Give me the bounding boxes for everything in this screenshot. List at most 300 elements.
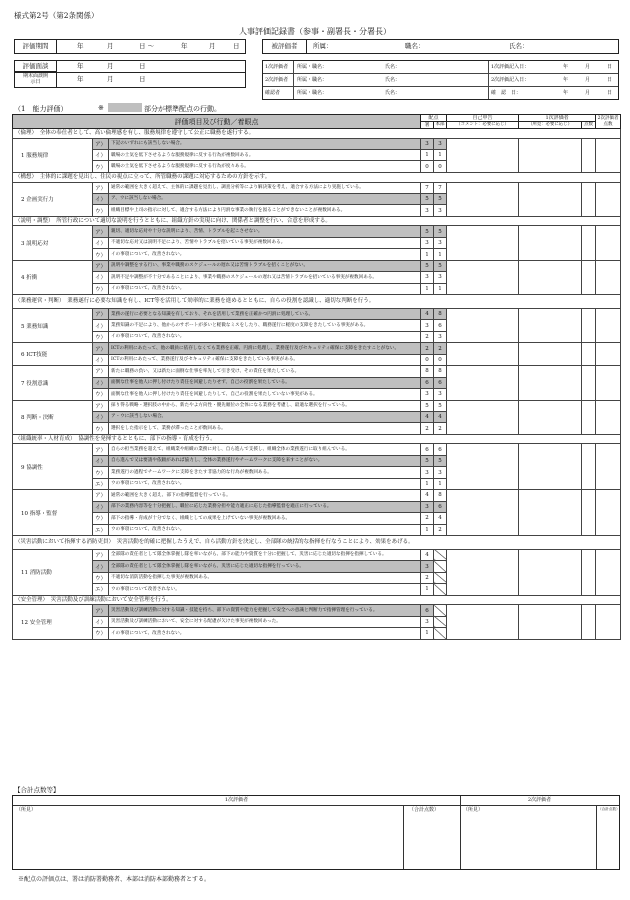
points-hq: 3 — [434, 138, 447, 149]
behavior-text: 面倒な仕事を他人に押し付けたり責任を回避したりせず、自己の役割を果たしている。 — [109, 377, 421, 388]
points-hq: 6 — [434, 377, 447, 388]
self-comment-cell[interactable] — [447, 490, 519, 536]
self-comment-cell[interactable] — [447, 444, 519, 490]
behavior-text: イの事項について、改善されない。 — [109, 283, 421, 294]
evaluatee-dept[interactable]: 所属： — [313, 42, 333, 50]
evaluator-date-day[interactable]: 日 — [607, 77, 613, 83]
evaluator-role: 2次評価者 — [265, 77, 289, 83]
self-comment-cell[interactable] — [447, 366, 519, 400]
evaluator-role: 確認者 — [265, 90, 281, 96]
points-station: 5 — [421, 226, 434, 237]
row-key: イ） — [93, 455, 109, 466]
points-hq: 1 — [434, 283, 447, 294]
points-station: 2 — [421, 572, 434, 583]
item-name: 9 協調性 — [13, 444, 93, 490]
term-end-day[interactable]: 日 — [139, 75, 146, 83]
points-station: 6 — [421, 444, 434, 455]
row-key: ウ） — [93, 513, 109, 524]
points-hq: 2 — [434, 423, 447, 434]
behavior-text: 全部隊の責任者として隊全体掌握し隊を率いながら、部下の能力や資質を十分に把握して、災害に応じた適切な指揮を指揮している。 — [109, 549, 421, 560]
interview-label: 評価面談 — [15, 61, 57, 72]
row-key: ア） — [93, 226, 109, 237]
evaluator-dept-field[interactable]: 所属・職名： — [297, 64, 328, 70]
first-remark-cell[interactable] — [519, 226, 582, 260]
points-station: 3 — [421, 467, 434, 478]
points-hq: 4 — [434, 513, 447, 524]
points-hq: 3 — [434, 467, 447, 478]
total-second-header: 2次評価者 — [527, 797, 552, 803]
behavior-text: 災害活動及び訓練活動において、安全に対する配慮が欠けた事実が複数回あった。 — [109, 616, 421, 627]
points-a-header: 署 — [421, 122, 434, 129]
total-first-header: 1次評価者 — [224, 797, 249, 803]
points-hq — [434, 561, 447, 572]
row-key: ウ） — [93, 423, 109, 434]
points-station: 2 — [421, 343, 434, 354]
behavior-text: ウの事項について、改善されない。 — [109, 478, 421, 489]
item-name: 2 企画実行力 — [13, 182, 93, 216]
period-year-start[interactable]: 年 — [77, 42, 84, 50]
second-points-cell[interactable] — [596, 400, 621, 434]
points-hq: 8 — [434, 309, 447, 320]
table-row — [13, 444, 621, 455]
evaluator-name-field[interactable]: 氏名： — [385, 90, 401, 96]
evaluatee-post[interactable]: 職名： — [405, 42, 425, 50]
evaluator-date-label: 1次評価記入日： — [491, 64, 530, 70]
first-sub-header: （所見：必要に応じ） — [519, 122, 582, 129]
behavior-text: 不適切な消防活動を指揮した事実が複数回ある。 — [109, 572, 421, 583]
row-key: ウ） — [93, 331, 109, 342]
points-station: 3 — [421, 320, 434, 331]
item-name: 8 判断・決断 — [13, 400, 93, 434]
points-hq: 8 — [434, 490, 447, 501]
points-hq: 3 — [434, 272, 447, 283]
items-header: 評価項目及び行動／着眼点 — [13, 115, 421, 129]
row-key: ウ） — [93, 572, 109, 583]
evaluatee-box — [262, 39, 619, 54]
row-key: ウ） — [93, 283, 109, 294]
row-key: イ） — [93, 237, 109, 248]
behavior-text: ア、ウに該当しない場合。 — [109, 193, 421, 204]
behavior-text: 災害活動及び訓練活動に対する知識・技能を持ち、部下の資質や能力を把握して安全への意識と判断力で指揮管理を行っている。 — [109, 605, 421, 616]
first-remark-cell[interactable] — [519, 444, 582, 490]
legend-text: 部分が標準配点の行動。 — [144, 105, 221, 113]
points-station: 8 — [421, 366, 434, 377]
item-name: 1 服務規律 — [13, 138, 93, 172]
first-remark-cell[interactable] — [519, 366, 582, 400]
second-points-cell[interactable] — [596, 605, 621, 639]
points-hq — [434, 584, 447, 595]
evaluation-table — [12, 114, 620, 640]
points-station: 1 — [421, 584, 434, 595]
points-station: 5 — [421, 260, 434, 271]
points-station: 1 — [421, 628, 434, 639]
row-key: ア） — [93, 549, 109, 560]
points-hq: 5 — [434, 226, 447, 237]
self-comment-cell[interactable] — [447, 226, 519, 260]
points-hq: 1 — [434, 150, 447, 161]
table-row — [13, 366, 621, 377]
row-key: ア） — [93, 490, 109, 501]
term-end-year[interactable]: 年 — [77, 75, 84, 83]
second-points-cell[interactable] — [596, 490, 621, 536]
points-hq: 1 — [434, 478, 447, 489]
first-points-cell[interactable] — [582, 343, 596, 366]
behavior-text: 通常の範囲を大きく超え、部下の指導監督を行っている。 — [109, 490, 421, 501]
page-title: 人事評価記録書（参事・副署長・分署長） — [239, 27, 391, 36]
points-hq: 2 — [434, 524, 447, 535]
period-day-start[interactable]: 日 〜 — [139, 42, 155, 50]
row-key: ア） — [93, 444, 109, 455]
row-key: ウ） — [93, 205, 109, 216]
category-heading: （安全管理） 災害活動及び訓練活動において安全管理を行う。 — [13, 595, 621, 605]
form-id: 様式第2号（第2条関係） — [14, 11, 99, 20]
evaluator-date-year[interactable]: 年 — [563, 64, 569, 70]
points-hq: 3 — [434, 331, 447, 342]
first-remark-cell[interactable] — [519, 260, 582, 294]
points-station: 1 — [421, 283, 434, 294]
first-points-cell[interactable] — [582, 366, 596, 400]
row-key: ウ） — [93, 628, 109, 639]
behavior-text: 説明や調整をする行い、事業や職務のスケジュールの遅れ又は苦情トラブルを招くことがない。 — [109, 260, 421, 271]
points-hq: 7 — [434, 182, 447, 193]
second-points-cell[interactable] — [596, 366, 621, 400]
points-station: 1 — [421, 524, 434, 535]
category-heading: （災害活動において指揮する消防吏員） 災害活動を的確に把握したうえで、自ら活動方針を決定し、全部隊の統括的な指揮を行なうことにより、効果をあげる。 — [13, 535, 621, 549]
row-key: ア） — [93, 182, 109, 193]
points-station: 2 — [421, 513, 434, 524]
interview-month[interactable]: 月 — [107, 62, 114, 70]
behavior-text: 自ら進んで又は要請や依頼があれば協力し、全体の業務遂行やチームワークに支障を来すことがない。 — [109, 455, 421, 466]
row-key: イ） — [93, 150, 109, 161]
second-remarks[interactable]: （所見） — [463, 807, 484, 813]
section-title: （1 能力評価） — [14, 105, 68, 113]
table-row — [13, 309, 621, 320]
points-hq: 0 — [434, 161, 447, 172]
points-hq: 8 — [434, 366, 447, 377]
evaluator-date-day[interactable]: 日 — [607, 64, 613, 70]
row-key: ア） — [93, 309, 109, 320]
first-remark-cell[interactable] — [519, 138, 582, 172]
behavior-text: 面倒な仕事を他人に押し付けたり責任を回避したりして、自己の役割を果たしていない事実がある。 — [109, 389, 421, 400]
row-key: イ） — [93, 616, 109, 627]
first-remarks[interactable]: （所見） — [16, 807, 37, 813]
points-station: 3 — [421, 272, 434, 283]
table-row — [13, 549, 621, 560]
evaluator-date-year[interactable]: 年 — [563, 77, 569, 83]
first-points-cell[interactable] — [582, 260, 596, 294]
points-station: 2 — [421, 331, 434, 342]
first-points-cell[interactable] — [582, 549, 596, 595]
row-key: エ） — [93, 524, 109, 535]
evaluator-role: 1次評価者 — [265, 64, 289, 70]
evaluator-date-month[interactable]: 月 — [585, 90, 591, 96]
row-key: ア） — [93, 138, 109, 149]
behavior-text: 親切、適切な応対や十分な説明により、苦情、トラブルを起こさせない。 — [109, 226, 421, 237]
first-remark-cell[interactable] — [519, 182, 582, 216]
points-hq — [434, 549, 447, 560]
row-key: イ） — [93, 411, 109, 422]
first-header: 1次評価者 — [519, 115, 596, 122]
first-points-cell[interactable] — [582, 444, 596, 490]
evaluator-date-label: 確 認 日： — [491, 90, 522, 96]
behavior-text: 職場の士気を低下させるような服務規律に反する行為が度々ある。 — [109, 161, 421, 172]
period-year-end[interactable]: 年 — [181, 42, 188, 50]
category-heading: （倫理） 全体の奉仕者として、高い倫理感を有し、服務規律を遵守して公正に職務を遂行する。 — [13, 129, 621, 139]
row-key: ウ） — [93, 161, 109, 172]
table-row — [13, 490, 621, 501]
self-comment-cell[interactable] — [447, 309, 519, 343]
table-row — [13, 260, 621, 271]
points-station: 1 — [421, 150, 434, 161]
first-points-cell[interactable] — [582, 605, 596, 639]
first-remark-cell[interactable] — [519, 309, 582, 343]
evaluatee-name[interactable]: 氏名： — [509, 42, 529, 50]
self-header: 自己申告 — [447, 115, 519, 122]
evaluator-date-year[interactable]: 年 — [563, 90, 569, 96]
self-comment-cell[interactable] — [447, 343, 519, 366]
evaluators-box — [262, 60, 619, 100]
category-heading: （構想） 主体的に課題を見出し、住民の視点に立って、所管職務の課題に対応するための方針を示す。 — [13, 172, 621, 182]
points-station: 0 — [421, 161, 434, 172]
points-hq: 6 — [434, 501, 447, 512]
evaluator-date-month[interactable]: 月 — [585, 64, 591, 70]
behavior-text: 全部隊の責任者として隊全体掌握し隊を率いながら、災害に応じた適切な指揮を行っている。 — [109, 561, 421, 572]
second-points-cell[interactable] — [596, 138, 621, 172]
points-hq — [434, 572, 447, 583]
row-key: イ） — [93, 193, 109, 204]
second-points-cell[interactable] — [596, 309, 621, 343]
behavior-text: 通常の範囲を大きく超えて、主体的に課題を見出し、調査分析等により解決策を考え、適合する方法により実施している。 — [109, 182, 421, 193]
category-heading: （説明・調整） 所管行政について適切な説明を行うとともに、組織方針の実現に向け、関係者と調整を行い、合意を形成する。 — [13, 216, 621, 226]
behavior-text: 自らの担当業務を超えて、組織業や組織の業務に対し、自ら進んで支援し、組織全体の業務遂行に取り組んでいる。 — [109, 444, 421, 455]
total-box — [12, 795, 620, 870]
self-comment-cell[interactable] — [447, 549, 519, 595]
row-key: ア） — [93, 400, 109, 411]
points-station: 5 — [421, 455, 434, 466]
self-comment-cell[interactable] — [447, 400, 519, 434]
item-name: 5 業務知識 — [13, 309, 93, 343]
interview-year[interactable]: 年 — [77, 62, 84, 70]
first-total-points[interactable]: （合計点数） — [409, 807, 440, 813]
points-hq — [434, 605, 447, 616]
evaluator-date-day[interactable]: 日 — [607, 90, 613, 96]
row-key: エ） — [93, 478, 109, 489]
category-heading: （業務運営・判断） 業務遂行に必要な知識を有し、ICT等を活用して効率的に業務を進めるとともに、自らの役割を認識し、適切な判断を行う。 — [13, 295, 621, 309]
points-hq: 6 — [434, 320, 447, 331]
item-name: 3 説明応対 — [13, 226, 93, 260]
behavior-text: 選択をした指示をして、業務が滞ったことが数回ある。 — [109, 423, 421, 434]
first-remark-cell[interactable] — [519, 549, 582, 595]
points-hq — [434, 628, 447, 639]
period-month-end[interactable]: 月 — [209, 42, 216, 50]
behavior-text: イの事項について、改善されない。 — [109, 249, 421, 260]
points-station: 3 — [421, 561, 434, 572]
row-key: ア） — [93, 260, 109, 271]
item-name: 6 ICT技能 — [13, 343, 93, 366]
second-header: 2次評価者点数 — [596, 115, 621, 129]
self-sub-header: （コメント：必要に応じ） — [447, 122, 519, 129]
row-key: ウ） — [93, 249, 109, 260]
behavior-text: イの事項について、改善されない。 — [109, 628, 421, 639]
points-station: 0 — [421, 354, 434, 365]
interview-box — [14, 60, 246, 88]
points-hq: 5 — [434, 193, 447, 204]
points-hq: 3 — [434, 389, 447, 400]
first-remark-cell[interactable] — [519, 605, 582, 639]
row-key: イ） — [93, 501, 109, 512]
behavior-text: 部下の業務内容等を十分把握し、職位に応じた業務分担や能力適正に応じた指導監督を適正に行っている。 — [109, 501, 421, 512]
term-end-label: 期末面談開示日 — [15, 72, 57, 87]
legend-prefix: ※ — [98, 104, 104, 112]
points-station: 1 — [421, 249, 434, 260]
first-remark-cell[interactable] — [519, 400, 582, 434]
first-points-cell[interactable] — [582, 138, 596, 172]
points-hq: 1 — [434, 249, 447, 260]
row-key: ア） — [93, 343, 109, 354]
points-station: 3 — [421, 138, 434, 149]
evaluatee-label: 被評価者 — [263, 40, 307, 53]
item-name: 12 安全管理 — [13, 605, 93, 639]
first-points-cell[interactable] — [582, 226, 596, 260]
table-row — [13, 182, 621, 193]
first-points-cell[interactable] — [582, 182, 596, 216]
first-points-header: 点数 — [582, 122, 596, 129]
points-station: 5 — [421, 193, 434, 204]
points-station: 7 — [421, 182, 434, 193]
behavior-text: 業務の遂行に必要となる知識を有しており、それを活用して業務を正確かつ円滑に処理している。 — [109, 309, 421, 320]
total-label: 【合計点数等】 — [14, 786, 60, 794]
points-station: 2 — [421, 423, 434, 434]
second-points-cell[interactable] — [596, 260, 621, 294]
points-hq: 3 — [434, 237, 447, 248]
evaluator-date-month[interactable]: 月 — [585, 77, 591, 83]
row-key: イ） — [93, 272, 109, 283]
behavior-text: イの事項について、改善されない。 — [109, 331, 421, 342]
second-points-cell[interactable] — [596, 343, 621, 366]
period-day-end[interactable]: 日 — [233, 42, 240, 50]
behavior-text: ICTの利用にあたって、他の職員に依存しなくても業務を正確、円滑に処理し、業務遂行及びセキュリティ確保に支障をきたすことがない。 — [109, 343, 421, 354]
second-points-cell[interactable] — [596, 444, 621, 490]
period-label: 評価期間 — [15, 40, 57, 53]
term-end-month[interactable]: 月 — [107, 75, 114, 83]
behavior-text: ウの事項について、改善されない。 — [109, 524, 421, 535]
behavior-text: ICTの利用にあたって、業務遂行及びセキュリティ確保に支障をきたしている事実がある。 — [109, 354, 421, 365]
row-key: エ） — [93, 584, 109, 595]
points-station: 6 — [421, 605, 434, 616]
first-points-cell[interactable] — [582, 309, 596, 343]
legend-swatch — [108, 103, 142, 112]
row-key: ウ） — [93, 389, 109, 400]
row-key: ア） — [93, 366, 109, 377]
second-points-cell[interactable] — [596, 549, 621, 595]
row-key: イ） — [93, 561, 109, 572]
points-station: 4 — [421, 309, 434, 320]
points-station: 4 — [421, 490, 434, 501]
points-hq: 0 — [434, 354, 447, 365]
points-station: 3 — [421, 501, 434, 512]
evaluator-name-field[interactable]: 氏名： — [385, 64, 401, 70]
points-station: 5 — [421, 400, 434, 411]
self-comment-cell[interactable] — [447, 182, 519, 216]
points-hq: 5 — [434, 455, 447, 466]
category-heading: （組織統率・人材育成） 協調性を発揮するとともに、部下の指導・育成を行う。 — [13, 434, 621, 444]
item-name: 7 役割意識 — [13, 366, 93, 400]
evaluator-dept-field[interactable]: 所属・職名： — [297, 90, 328, 96]
first-points-cell[interactable] — [582, 400, 596, 434]
behavior-text: 組織目標や上司の指示に対して、適合する方法により円滑な事業の執行を図ることができないことが複数回ある。 — [109, 205, 421, 216]
table-row — [13, 343, 621, 354]
points-hq — [434, 616, 447, 627]
points-hq: 6 — [434, 444, 447, 455]
table-row — [13, 226, 621, 237]
self-comment-cell[interactable] — [447, 260, 519, 294]
footnote: ※配点の評価点は、署は消防署勤務者、本部は消防本部勤務者とする。 — [18, 876, 211, 883]
points-header: 配点 — [421, 115, 447, 122]
behavior-text: 職場の士気を低下させるような服務規律に反する行為が複数回ある。 — [109, 150, 421, 161]
second-points-cell[interactable] — [596, 226, 621, 260]
points-hq: 5 — [434, 260, 447, 271]
evaluator-dept-field[interactable]: 所属・職名： — [297, 77, 328, 83]
points-hq: 4 — [434, 411, 447, 422]
points-station: 3 — [421, 205, 434, 216]
item-name: 11 消防活動 — [13, 549, 93, 595]
self-comment-cell[interactable] — [447, 138, 519, 172]
behavior-text: 不適切な応対又は説明不足により、苦情やトラブルを招いている事実が複数回ある。 — [109, 237, 421, 248]
second-total-points[interactable]: （合計点数） — [598, 807, 620, 811]
points-hq: 3 — [434, 205, 447, 216]
item-name: 4 折衝 — [13, 260, 93, 294]
row-key: イ） — [93, 354, 109, 365]
points-station: 3 — [421, 389, 434, 400]
evaluator-date-label: 2次評価記入日： — [491, 77, 530, 83]
points-station: 3 — [421, 237, 434, 248]
self-comment-cell[interactable] — [447, 605, 519, 639]
first-remark-cell[interactable] — [519, 490, 582, 536]
points-station: 3 — [421, 616, 434, 627]
behavior-text: 部下の指導・育成が十分でなく、組織としての成果を上げていない事実が複数回ある。 — [109, 513, 421, 524]
row-key: イ） — [93, 320, 109, 331]
behavior-text: ウの事項について改善されない。 — [109, 584, 421, 595]
row-key: ア） — [93, 605, 109, 616]
table-row — [13, 400, 621, 411]
evaluator-name-field[interactable]: 氏名： — [385, 77, 401, 83]
behavior-text: 採り得る戦略・選択肢の中から、新たやよ方向性・優先順位の全体になる業務を考慮し、最適な選択を行っている。 — [109, 400, 421, 411]
behavior-text: 新たに職務の負い、又は新たに面倒な仕事を率先して引き受け、その責任を果たしている。 — [109, 366, 421, 377]
first-points-cell[interactable] — [582, 490, 596, 536]
period-month-start[interactable]: 月 — [107, 42, 114, 50]
points-station: 4 — [421, 549, 434, 560]
points-hq: 2 — [434, 343, 447, 354]
points-hq: 5 — [434, 400, 447, 411]
behavior-text: 下記のいずれにも該当しない場合。 — [109, 138, 421, 149]
row-key: イ） — [93, 377, 109, 388]
behavior-text: 説明不足や調整が不十分であることにより、事業や職務のスケジュールの遅れ又は苦情トラブルを招いている事実が複数回ある。 — [109, 272, 421, 283]
points-station: 6 — [421, 377, 434, 388]
table-row — [13, 138, 621, 149]
row-key: ウ） — [93, 467, 109, 478]
points-station: 4 — [421, 411, 434, 422]
points-station: 1 — [421, 478, 434, 489]
table-row — [13, 605, 621, 616]
behavior-text: ア・ウに該当しない場合。 — [109, 411, 421, 422]
item-name: 10 指導・監督 — [13, 490, 93, 536]
points-b-header: 本部 — [434, 122, 447, 129]
evaluation-period — [14, 39, 246, 54]
behavior-text: 業務遂行の過程でチームワークに支障をきたす非協力的な行為が複数回ある。 — [109, 467, 421, 478]
first-remark-cell[interactable] — [519, 343, 582, 366]
second-points-cell[interactable] — [596, 182, 621, 216]
interview-day[interactable]: 日 — [139, 62, 146, 70]
